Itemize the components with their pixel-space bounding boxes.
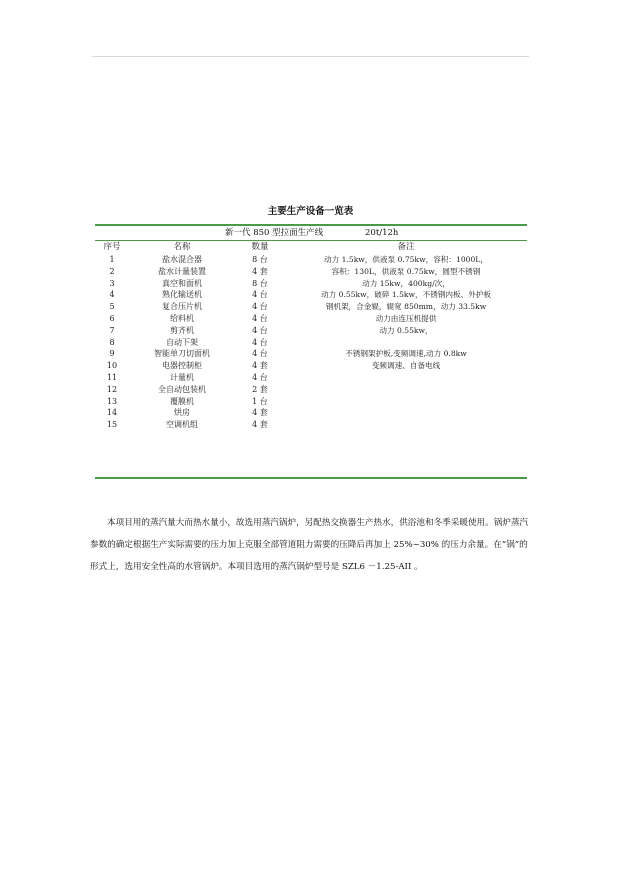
cell-note: 变频调速、自备电线 [371, 361, 441, 371]
cell-note: 动力 1.5kw，供液泵 0.75kw，容积：1000L， [324, 255, 488, 264]
cell-note: 动力由连压机提供 [375, 313, 437, 323]
cell-no: 8 [109, 337, 115, 347]
cell-name: 盐水计量装置 [158, 266, 206, 276]
cell-name: 剪齐机 [170, 325, 194, 335]
table-row [95, 278, 527, 290]
cell-no: 1 [109, 255, 115, 264]
table-bottom-rule [95, 477, 527, 479]
cell-note: 动力 0.55kw，破碎 1.5kw，不锈钢内板、外护板 [321, 290, 491, 300]
cell-no: 9 [109, 349, 115, 359]
cell-qty: 1 台 [252, 396, 268, 406]
cell-name: 熟化输送机 [162, 290, 202, 300]
col-header-qty: 数量 [251, 242, 269, 252]
table-row [95, 360, 527, 372]
cell-note [285, 337, 527, 349]
cell-qty: 4 台 [252, 325, 268, 335]
cell-note: 动力 0.55kw， [379, 325, 433, 335]
table-row [95, 301, 527, 313]
cell-name: 计量机 [170, 372, 194, 382]
cell-note: 容积：130L，供液泵 0.75kw，圆型不锈钢 [331, 266, 481, 276]
cell-note: 钢机架，合金辊，辊宽 850mm，动力 33.5kw [325, 302, 487, 312]
table-row [95, 384, 527, 396]
col-header-note: 备注 [397, 242, 415, 252]
table-row [95, 396, 527, 408]
table-subheader [95, 227, 527, 239]
cell-name: 给料机 [170, 313, 194, 323]
cell-note [285, 384, 527, 396]
cell-name: 电器控制柜 [162, 361, 202, 371]
cell-name: 覆膜机 [170, 396, 194, 406]
table-row [95, 325, 527, 337]
cell-no: 14 [106, 408, 118, 418]
table-row [95, 289, 527, 301]
table-top-rule [95, 224, 527, 226]
cell-no: 15 [106, 420, 118, 430]
cell-no: 13 [106, 396, 118, 406]
cell-note [285, 396, 527, 408]
table-row [95, 266, 527, 278]
cell-note [285, 372, 527, 384]
cell-no: 7 [109, 325, 115, 335]
production-line-name: 新一代 850 型拉面生产线 [225, 228, 324, 238]
cell-name: 智能单刀切面机 [154, 349, 210, 359]
cell-name: 空调机组 [166, 420, 198, 430]
cell-qty: 4 台 [252, 290, 268, 300]
cell-qty: 4 套 [252, 266, 268, 276]
table-title: 主要生产设备一览表 [267, 206, 354, 217]
cell-qty: 4 台 [252, 302, 268, 312]
cell-note: 动力 15kw，400kg/次， [362, 278, 450, 288]
cell-qty: 4 套 [252, 361, 268, 371]
cell-name: 烘房 [174, 408, 190, 418]
cell-no: 3 [109, 278, 115, 288]
cell-name: 真空和面机 [162, 278, 202, 288]
equipment-table [95, 241, 527, 431]
cell-qty: 8 台 [252, 255, 268, 264]
table-row [95, 407, 527, 419]
cell-qty: 4 台 [252, 337, 268, 347]
cell-note: 不锈钢架护板,变频调速,动力 0.8kw [345, 349, 467, 359]
boiler-paragraph [90, 512, 530, 578]
cell-no: 11 [106, 372, 118, 382]
cell-name: 全自动包装机 [158, 384, 206, 394]
cell-name: 自动下架 [166, 337, 198, 347]
cell-no: 6 [109, 313, 115, 323]
cell-no: 5 [109, 302, 115, 312]
cell-no: 2 [109, 266, 115, 276]
table-row [95, 254, 527, 266]
cell-note [285, 419, 527, 431]
production-capacity: 20t/12h [365, 228, 399, 238]
cell-qty: 4 套 [252, 420, 268, 430]
table-row [95, 313, 527, 325]
table-row [95, 419, 527, 431]
cell-qty: 8 台 [252, 278, 268, 288]
cell-no: 4 [109, 290, 115, 300]
paragraph-text: 本项目用的蒸汽量大而热水量小，故选用蒸汽锅炉，另配热交换器生产热水，供浴池和冬季采暖使用。锅炉蒸汽参数的确定根据生产实际需要的压力加上克服全部管道阻力需要的压降后再加上 25%~30% 的压力余量。在“锅”的形式上，选用安全性高的水管锅炉。本项目选用的蒸汽锅炉型号是 SZL6 －1.25-AII 。 [90, 518, 529, 572]
cell-qty: 2 套 [252, 384, 268, 394]
col-header-name: 名称 [173, 242, 191, 252]
cell-qty: 4 台 [252, 349, 268, 359]
cell-qty: 4 套 [252, 408, 268, 418]
table-row [95, 348, 527, 360]
table-row [95, 372, 527, 384]
header-rule [92, 56, 529, 57]
cell-no: 12 [106, 384, 118, 394]
table-header-row [95, 241, 527, 254]
cell-no: 10 [106, 361, 118, 371]
cell-note [285, 407, 527, 419]
cell-qty: 4 台 [252, 313, 268, 323]
table-row [95, 337, 527, 349]
cell-name: 盐水混合器 [162, 255, 202, 264]
cell-name: 复合压片机 [162, 302, 202, 312]
col-header-no: 序号 [103, 242, 121, 252]
cell-qty: 4 台 [252, 372, 268, 382]
